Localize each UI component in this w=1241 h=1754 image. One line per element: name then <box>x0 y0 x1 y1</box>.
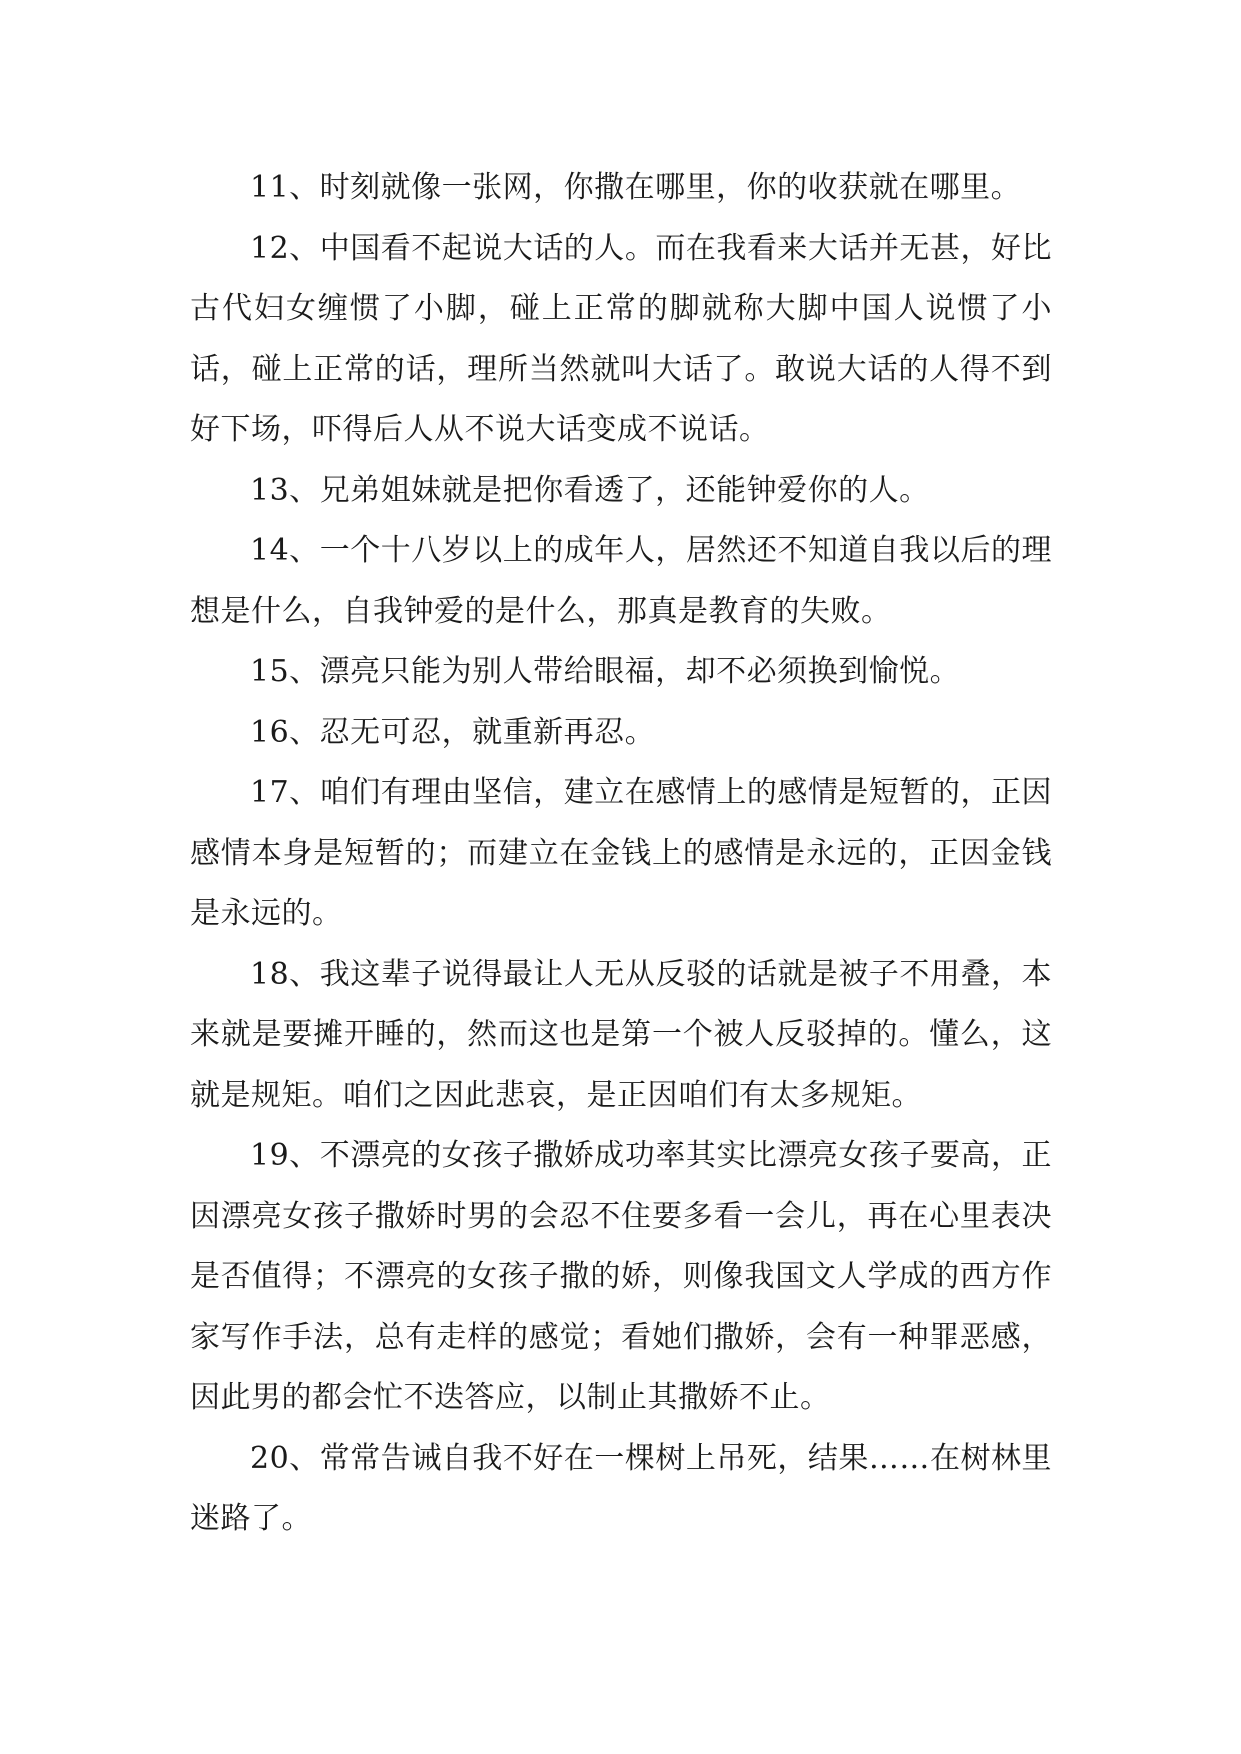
document-body <box>190 158 1052 1550</box>
paragraph-15: 15、漂亮只能为别人带给眼福，却不必须换到愉悦。 <box>250 654 961 689</box>
paragraph-13: 13、兄弟姐妹就是把你看透了，还能钟爱你的人。 <box>250 472 930 508</box>
paragraph-19: 19、不漂亮的女孩子撒娇成功率其实比漂亮女孩子要高，正因漂亮女孩子撒娇时男的会忍不住要多看一会儿，再在心里表决是否值得；不漂亮的女孩子撒的娇，则像我国文人学成的西方作家写作手法，总有走样的感觉；看她们撒娇，会有一种罪恶感，因此男的都会忙不迭答应，以制止其撒娇不止。 <box>190 1138 1052 1415</box>
paragraph-11: 11、时刻就像一张网，你撒在哪里，你的收获就在哪里。 <box>250 170 1022 205</box>
paragraph-14: 14、一个十八岁以上的成年人，居然还不知道自我以后的理想是什么，自我钟爱的是什么，那真是教育的失败。 <box>190 533 1052 629</box>
paragraph-16: 16、忍无可忍，就重新再忍。 <box>250 714 656 750</box>
paragraph-20: 20、常常告诫自我不好在一棵树上吊死，结果……在树林里迷路了。 <box>190 1440 1052 1536</box>
paragraph-18: 18、我这辈子说得最让人无从反驳的话就是被子不用叠，本来就是要摊开睡的，然而这也是第一个被人反驳掉的。懂么，这就是规矩。咱们之因此悲哀，是正因咱们有太多规矩。 <box>190 956 1052 1113</box>
paragraph-12: 12、中国看不起说大话的人。而在我看来大话并无甚，好比古代妇女缠惯了小脚，碰上正常的脚就称大脚中国人说惯了小话，碰上正常的话，理所当然就叫大话了。敢说大话的人得不到好下场，吓得后人从不说大话变成不说话。 <box>190 230 1052 447</box>
paragraph-17: 17、咱们有理由坚信，建立在感情上的感情是短暂的，正因感情本身是短暂的；而建立在金钱上的感情是永远的，正因金钱是永远的。 <box>190 775 1052 931</box>
